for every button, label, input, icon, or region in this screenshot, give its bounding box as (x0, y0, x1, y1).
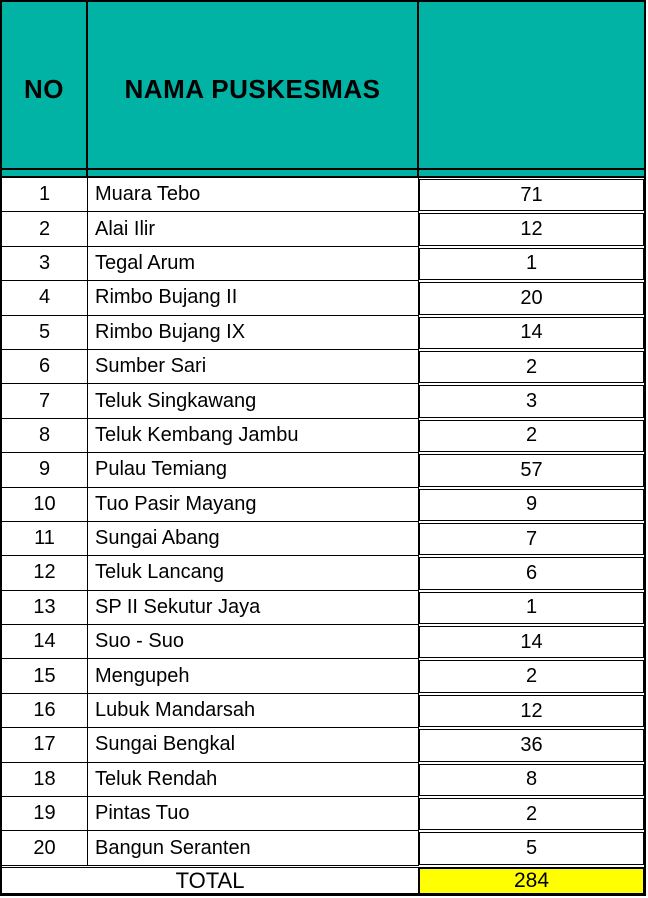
row-value: 20 (419, 282, 644, 314)
table-row (2, 488, 644, 522)
puskesmas-name: Teluk Lancang (88, 556, 419, 590)
row-value-cell (419, 419, 644, 453)
row-number: 3 (2, 247, 88, 281)
table-row (2, 728, 644, 762)
row-value-cell (419, 522, 644, 556)
row-value-cell (419, 728, 644, 762)
total-value: 284 (419, 868, 644, 894)
row-number: 19 (2, 797, 88, 831)
row-value-cell (419, 212, 644, 246)
row-value: 36 (419, 729, 644, 761)
row-value: 14 (419, 626, 644, 658)
row-value: 14 (419, 317, 644, 349)
row-number: 5 (2, 316, 88, 350)
puskesmas-name: Tuo Pasir Mayang (88, 488, 419, 522)
row-value: 1 (419, 592, 644, 624)
puskesmas-name: Suo - Suo (88, 625, 419, 659)
table-row (2, 384, 644, 418)
table-body (2, 178, 644, 866)
row-number: 6 (2, 350, 88, 384)
total-value-cell (419, 868, 644, 894)
row-value: 12 (419, 213, 644, 245)
puskesmas-name: Muara Tebo (88, 178, 419, 212)
puskesmas-name: Teluk Singkawang (88, 384, 419, 418)
row-value: 8 (419, 764, 644, 796)
table-row (2, 281, 644, 315)
puskesmas-name: Alai Ilir (88, 212, 419, 246)
row-value-cell (419, 178, 644, 212)
table-row (2, 419, 644, 453)
puskesmas-name: Sungai Bengkal (88, 728, 419, 762)
row-value-cell (419, 384, 644, 418)
table-row (2, 797, 644, 831)
row-value-cell (419, 556, 644, 590)
table-row (2, 212, 644, 246)
row-value: 3 (419, 385, 644, 417)
row-value-cell (419, 453, 644, 487)
row-value-cell (419, 591, 644, 625)
row-number: 12 (2, 556, 88, 590)
header-value (419, 2, 644, 176)
row-value-cell (419, 831, 644, 865)
row-value: 1 (419, 248, 644, 280)
row-number: 18 (2, 763, 88, 797)
puskesmas-name: Lubuk Mandarsah (88, 694, 419, 728)
row-value-cell (419, 797, 644, 831)
table-row (2, 247, 644, 281)
row-value-cell (419, 659, 644, 693)
row-number: 8 (2, 419, 88, 453)
table-row (2, 350, 644, 384)
row-number: 7 (2, 384, 88, 418)
puskesmas-name: SP II Sekutur Jaya (88, 591, 419, 625)
row-value-cell (419, 625, 644, 659)
row-value-cell (419, 763, 644, 797)
puskesmas-name: Tegal Arum (88, 247, 419, 281)
table-header-row (2, 2, 644, 178)
row-value-cell (419, 694, 644, 728)
table-row (2, 763, 644, 797)
row-number: 15 (2, 659, 88, 693)
table-row (2, 659, 644, 693)
row-value: 57 (419, 454, 644, 486)
row-number: 4 (2, 281, 88, 315)
table-row (2, 591, 644, 625)
puskesmas-name: Teluk Rendah (88, 763, 419, 797)
puskesmas-name: Teluk Kembang Jambu (88, 419, 419, 453)
row-value-cell (419, 281, 644, 315)
row-number: 9 (2, 453, 88, 487)
row-value: 2 (419, 420, 644, 452)
puskesmas-name: Mengupeh (88, 659, 419, 693)
total-label: TOTAL (2, 868, 419, 894)
row-value: 2 (419, 351, 644, 383)
row-number: 10 (2, 488, 88, 522)
total-row (2, 867, 644, 894)
row-value-cell (419, 316, 644, 350)
row-value: 7 (419, 523, 644, 555)
row-number: 17 (2, 728, 88, 762)
row-value-cell (419, 350, 644, 384)
table-row (2, 522, 644, 556)
header-nama-puskesmas: NAMA PUSKESMAS (88, 2, 419, 176)
row-value: 6 (419, 557, 644, 589)
puskesmas-name: Sungai Abang (88, 522, 419, 556)
table-row (2, 316, 644, 350)
puskesmas-name: Sumber Sari (88, 350, 419, 384)
puskesmas-name: Rimbo Bujang II (88, 281, 419, 315)
row-number: 13 (2, 591, 88, 625)
row-number: 1 (2, 178, 88, 212)
row-value: 5 (419, 832, 644, 864)
header-bottom-rule (2, 168, 644, 170)
row-value-cell (419, 247, 644, 281)
puskesmas-name: Pintas Tuo (88, 797, 419, 831)
row-number: 16 (2, 694, 88, 728)
row-number: 20 (2, 831, 88, 865)
row-value: 71 (419, 179, 644, 211)
row-number: 11 (2, 522, 88, 556)
row-number: 2 (2, 212, 88, 246)
puskesmas-name: Pulau Temiang (88, 453, 419, 487)
header-no: NO (2, 2, 88, 176)
table-row (2, 831, 644, 865)
table-row (2, 556, 644, 590)
row-value: 2 (419, 660, 644, 692)
row-value: 12 (419, 695, 644, 727)
table-row (2, 625, 644, 659)
table-row (2, 453, 644, 487)
row-value-cell (419, 488, 644, 522)
row-number: 14 (2, 625, 88, 659)
table-row (2, 178, 644, 212)
table-row (2, 694, 644, 728)
puskesmas-name: Rimbo Bujang IX (88, 316, 419, 350)
row-value: 9 (419, 489, 644, 521)
puskesmas-name: Bangun Seranten (88, 831, 419, 865)
row-value: 2 (419, 798, 644, 830)
